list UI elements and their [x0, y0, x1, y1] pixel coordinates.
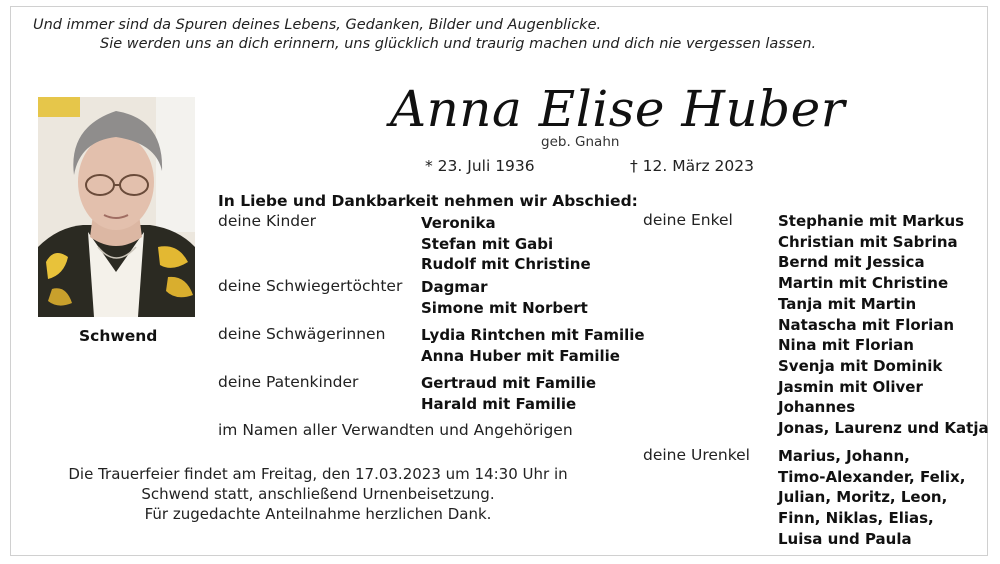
place-label: Schwend — [79, 327, 158, 345]
list-item: Julian, Moritz, Leon, — [778, 488, 948, 507]
birth-date: * 23. Juli 1936 — [425, 157, 535, 175]
godchildren-list — [421, 373, 596, 415]
list-item: Rudolf mit Christine — [421, 255, 591, 273]
list-item: Jasmin mit Oliver — [778, 377, 923, 396]
sisters-in-law-label: deine Schwägerinnen — [218, 325, 386, 343]
list-item: Simone mit Norbert — [421, 299, 588, 317]
list-item: Martin mit Christine — [778, 274, 949, 293]
list-item: Svenja mit Dominik — [778, 356, 943, 375]
sisters-in-law-list — [421, 325, 645, 367]
funeral-line-2: Schwend statt, anschließend Urnenbeisetzung. — [141, 485, 495, 503]
list-item: Harald mit Familie — [421, 395, 577, 413]
quote-line-1: Und immer sind da Spuren deines Lebens, Gedanken, Bilder und Augenblicke. — [33, 17, 602, 33]
funeral-info — [48, 464, 588, 524]
children-list — [421, 213, 591, 275]
children-label: deine Kinder — [218, 212, 317, 230]
list-item: Nina mit Florian — [778, 336, 914, 355]
list-item: Johannes — [778, 398, 856, 417]
deceased-name: Anna Elise Huber — [390, 80, 846, 138]
list-item: Stephanie mit Markus — [778, 212, 965, 230]
daughters-in-law-label: deine Schwiegertöchter — [218, 277, 403, 295]
list-item: Gertraud mit Familie — [421, 374, 597, 392]
funeral-line-3: Für zugedachte Anteilnahme herzlichen Dank. — [144, 505, 492, 523]
quote-line-2: Sie werden uns an dich erinnern, uns glücklich und traurig machen und dich nie vergessen lassen. — [100, 36, 817, 52]
list-item: Lydia Rintchen mit Familie — [421, 326, 645, 344]
grandchildren-label: deine Enkel — [643, 211, 733, 229]
list-item: Dagmar — [421, 278, 488, 296]
list-item: Tanja mit Martin — [778, 294, 917, 313]
list-item: Marius, Johann, — [778, 447, 910, 465]
birth-name: geb. Gnahn — [541, 134, 620, 150]
portrait-icon — [38, 97, 195, 317]
list-item: Christian mit Sabrina — [778, 232, 958, 251]
farewell-heading: In Liebe und Dankbarkeit nehmen wir Abschied: — [218, 192, 638, 210]
list-item: Veronika — [421, 214, 496, 232]
death-date: † 12. März 2023 — [630, 157, 755, 175]
list-item: Luisa und Paula — [778, 529, 912, 548]
grandchildren-list — [778, 211, 989, 439]
list-item: Finn, Niklas, Elias, — [778, 509, 934, 528]
portrait-photo — [38, 97, 195, 317]
relatives-line: im Namen aller Verwandten und Angehörigen — [218, 421, 573, 439]
daughters-in-law-list — [421, 277, 588, 319]
great-grandchildren-label: deine Urenkel — [643, 446, 750, 464]
list-item: Bernd mit Jessica — [778, 253, 925, 272]
list-item: Stefan mit Gabi — [421, 234, 554, 253]
list-item: Natascha mit Florian — [778, 315, 955, 334]
great-grandchildren-list — [778, 446, 965, 550]
godchildren-label: deine Patenkinder — [218, 373, 359, 391]
list-item: Anna Huber mit Familie — [421, 347, 620, 365]
list-item: Timo-Alexander, Felix, — [778, 467, 966, 486]
list-item: Jonas, Laurenz und Katja — [778, 419, 989, 438]
funeral-line-1: Die Trauerfeier findet am Freitag, den 17.03.2023 um 14:30 Uhr in — [68, 465, 568, 483]
